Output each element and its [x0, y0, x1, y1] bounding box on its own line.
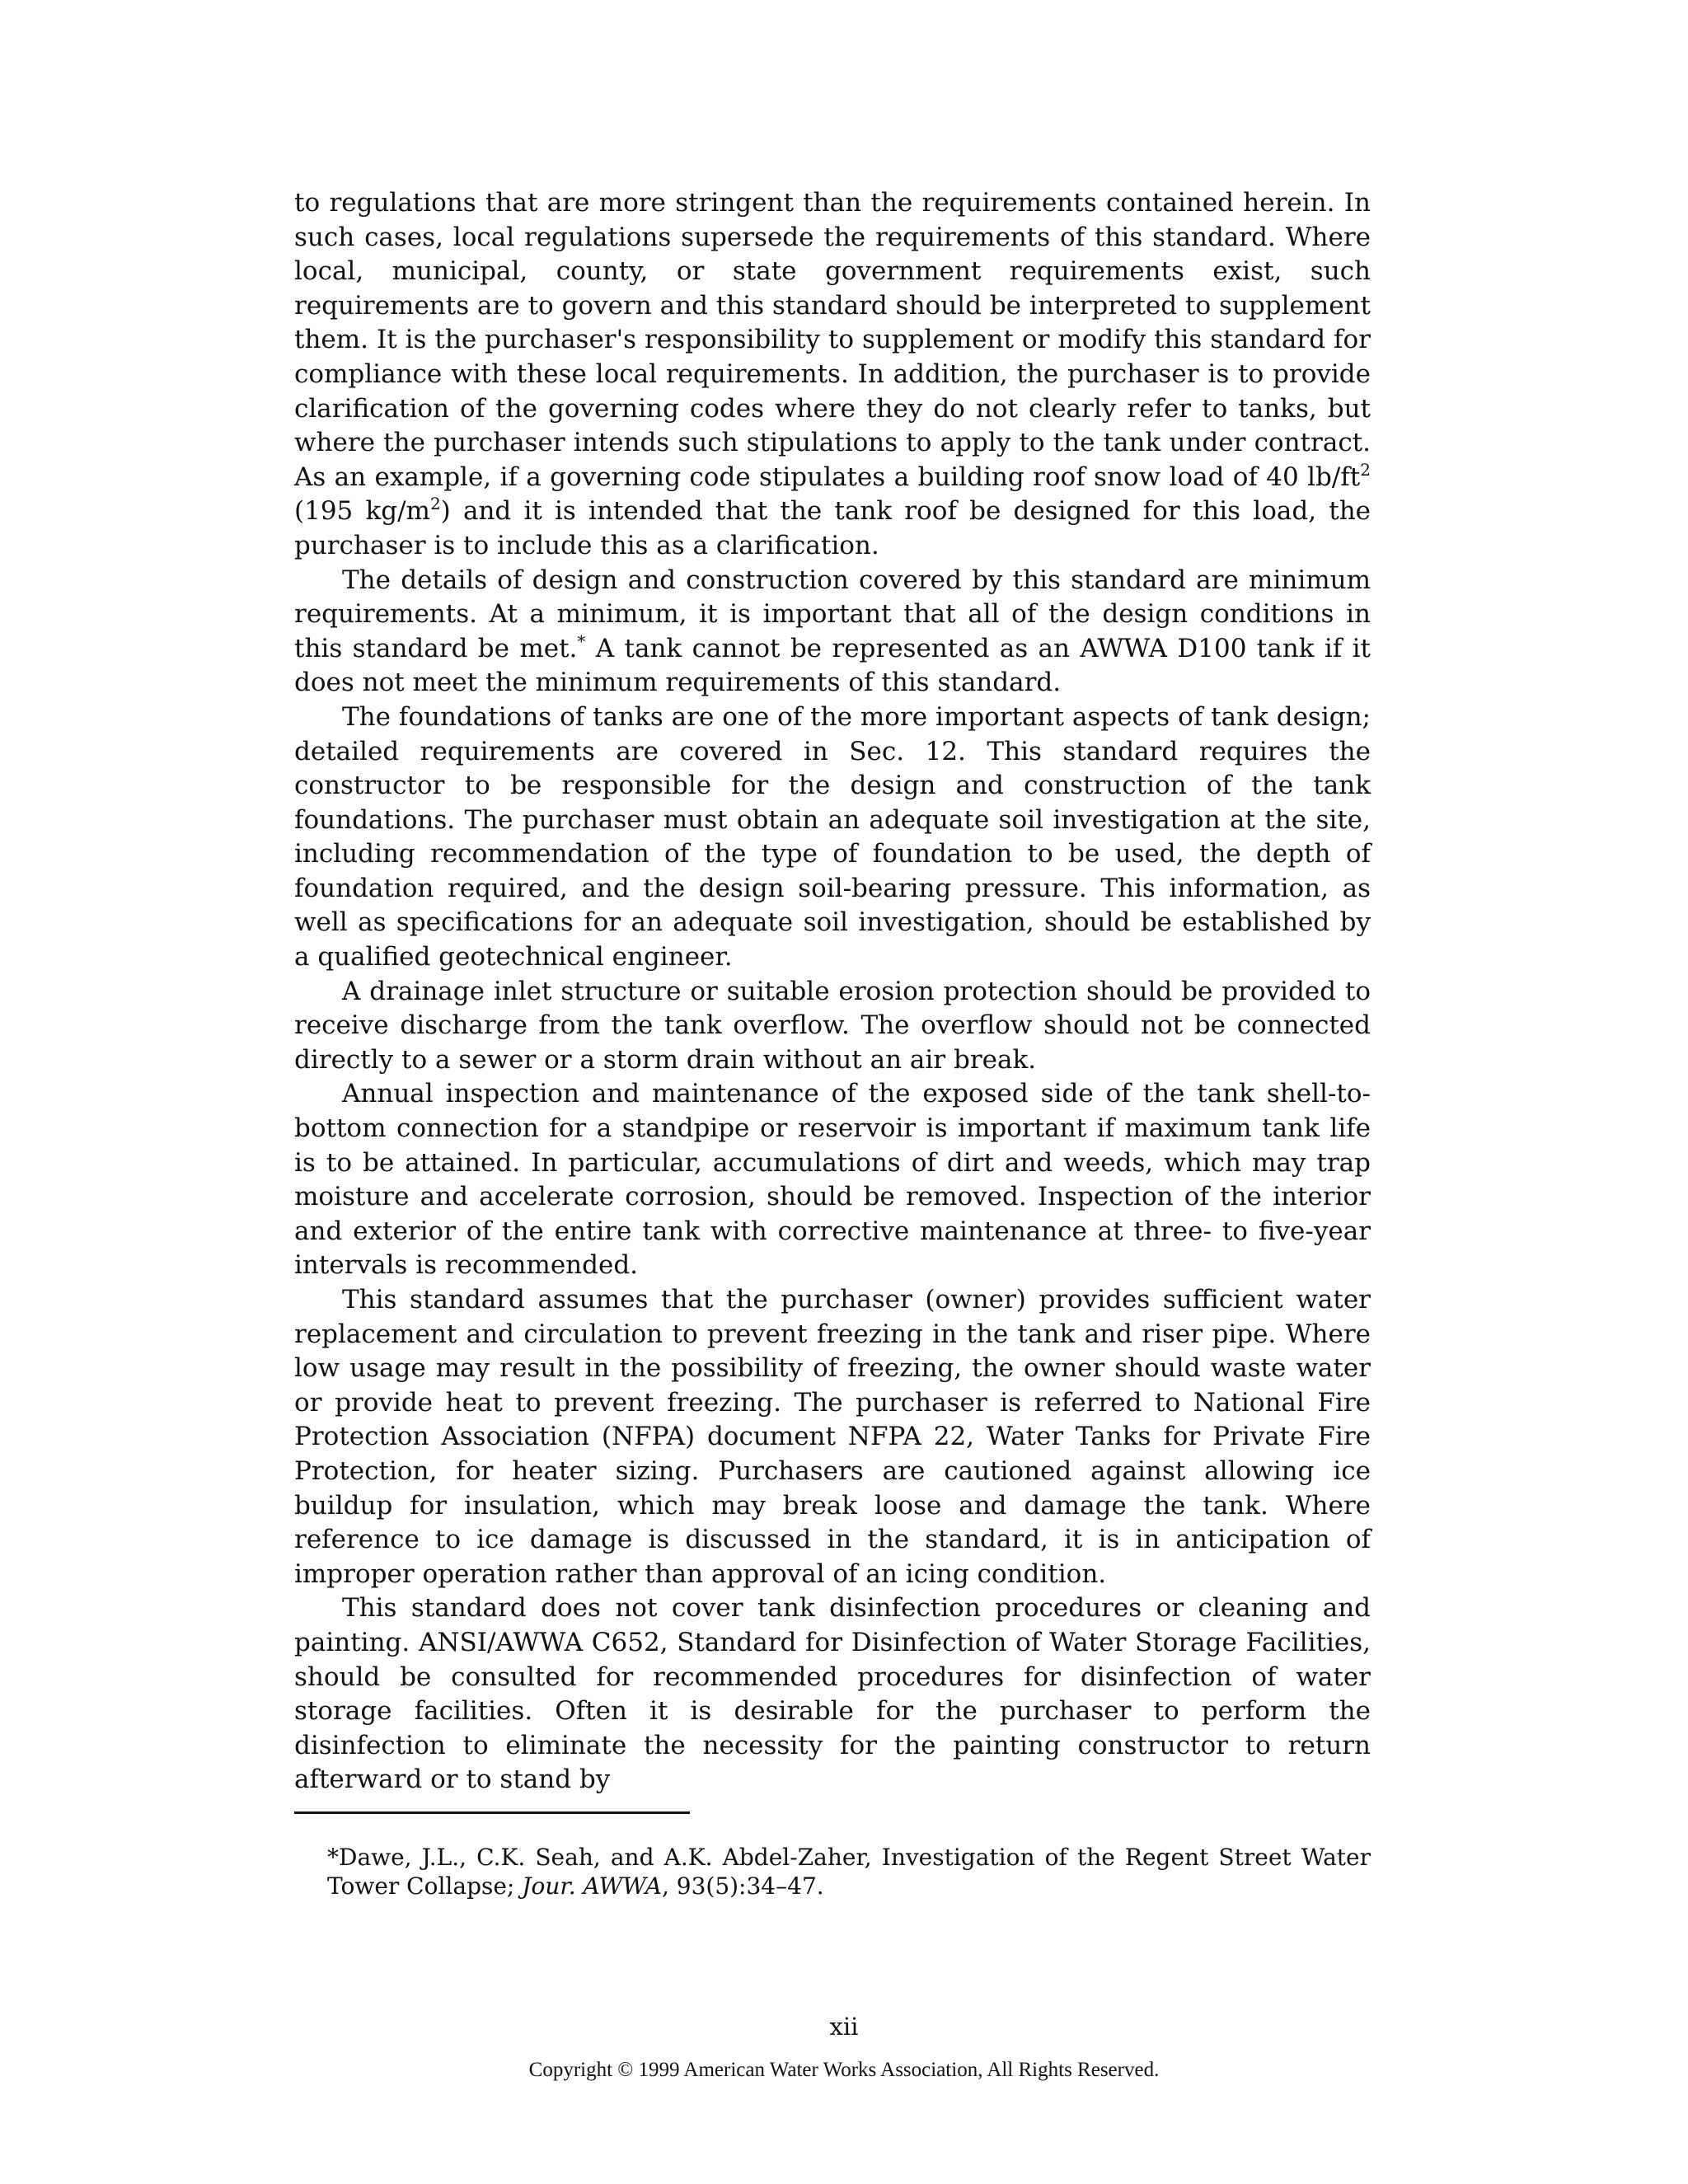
- paragraph-1-end: ) and it is intended that the tank roof be designed for this load, the purchaser is to include this as a clarification.: [294, 496, 1372, 560]
- paragraph-1-mid: (195 kg/m: [294, 496, 430, 527]
- footnote-marker: *: [577, 630, 586, 651]
- paragraph-1-text: to regulations that are more stringent than the requirements contained herein. In such cases, local regulations supersede the requirements of this standard. Where local, municipal, county, or state government requirements exist, such requirements are to govern and this standard should be interpreted to supplement them. It is the purchaser's responsibility to supplement or modify this standard for compliance with these local requirements. In addition, the purchaser is to provide clarification of the governing codes where they do not clearly refer to tanks, but where the purchaser intends such stipulations to apply to the tank under contract. As an example, if a governing code stipulates a building roof snow load of 40 lb/ft: [294, 188, 1371, 492]
- paragraph-2-text: The details of design and construction covered by this standard are minimum requirements. At a minimum, it is important that all of the design conditions in this standard be met.: [294, 565, 1371, 663]
- body-text: [294, 186, 1371, 1797]
- superscript-2: 2: [429, 494, 441, 514]
- paragraph-5: Annual inspection and maintenance of the exposed side of the tank shell-to-bottom connection for a standpipe or reservoir is important if maximum tank life is to be attained. In particular, accumulations of dirt and weeds, which may trap moisture and accelerate corrosion, should be removed. Inspection of the interior and exterior of the entire tank with corrective maintenance at three- to five-year intervals is recommended.: [294, 1079, 1371, 1281]
- footnote: [327, 1843, 1371, 1900]
- copyright-notice: Copyright © 1999 American Water Works Association, All Rights Reserved.: [528, 2059, 1160, 2081]
- superscript-2: 2: [1360, 459, 1371, 480]
- page-number: xii: [829, 2013, 859, 2041]
- footnote-citation: , 93(5):34–47.: [661, 1872, 824, 1900]
- footnote-journal: Jour. AWWA: [522, 1872, 662, 1900]
- paragraph-4: A drainage inlet structure or suitable erosion protection should be provided to receive discharge from the tank overflow. The overflow should not be connected directly to a sewer or a storm drain without an air break.: [294, 976, 1371, 1075]
- paragraph-1: [294, 186, 1371, 564]
- paragraph-7: This standard does not cover tank disinfection procedures or cleaning and painting. ANSI/AWWA C652, Standard for Disinfection of Water Storage Facilities, should be consulted for recommended procedures for disinfection of water storage facilities. Often it is desirable for the purchaser to perform the disinfection to eliminate the necessity for the painting constructor to return afterward or to stand by: [294, 1593, 1371, 1795]
- paragraph-2-end: A tank cannot be represented as an AWWA D100 tank if it does not meet the minimum requirements of this standard.: [294, 633, 1371, 698]
- footnote-text: Dawe, J.L., C.K. Seah, and A.K. Abdel-Zaher, Investigation of the Regent Street Water Tower Collapse;: [327, 1844, 1371, 1900]
- footnote-marker: *: [327, 1844, 339, 1871]
- paragraph-3: The foundations of tanks are one of the more important aspects of tank design; detailed requirements are covered in Sec. 12. This standard requires the constructor to be responsible for the design and construction of the tank foundations. The purchaser must obtain an adequate soil investigation at the site, including recommendation of the type of foundation to be used, the depth of foundation required, and the design soil-bearing pressure. This information, as well as specifications for an adequate soil investigation, should be established by a qualified geotechnical engineer.: [294, 701, 1371, 972]
- paragraph-6: This standard assumes that the purchaser (owner) provides sufficient water replacement and circulation to prevent freezing in the tank and riser pipe. Where low usage may result in the possibility of freezing, the owner should waste water or provide heat to prevent freezing. The purchaser is referred to National Fire Protection Association (NFPA) document NFPA 22, Water Tanks for Private Fire Protection, for heater sizing. Purchasers are cautioned against allowing ice buildup for insulation, which may break loose and damage the tank. Where reference to ice damage is discussed in the standard, it is in anticipation of improper operation rather than approval of an icing condition.: [294, 1285, 1371, 1589]
- paragraph-2: [294, 564, 1371, 701]
- footnote-divider: [294, 1811, 690, 1814]
